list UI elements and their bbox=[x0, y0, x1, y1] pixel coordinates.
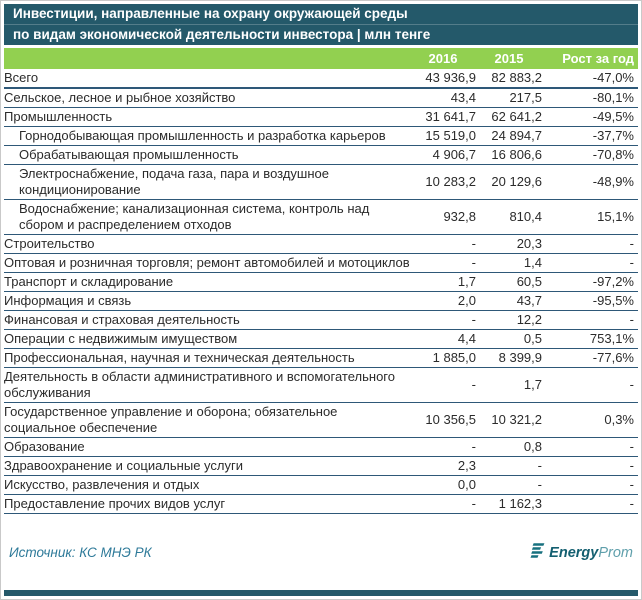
value-2015: 24 894,7 bbox=[491, 128, 542, 143]
value-2016: 1,7 bbox=[457, 274, 476, 289]
page-title-line-2: по видам экономической деятельности инвестора | млн тенге bbox=[4, 24, 638, 45]
value-2016: 31 641,7 bbox=[425, 109, 476, 124]
table-row bbox=[4, 349, 638, 368]
value-2015: 20 129,6 bbox=[491, 174, 542, 189]
table-row bbox=[4, 200, 638, 235]
title-block bbox=[4, 4, 638, 45]
value-growth: -77,6% bbox=[592, 350, 634, 365]
value-2016: 10 283,2 bbox=[425, 174, 476, 189]
value-2015: 217,5 bbox=[509, 90, 542, 105]
energyprom-logo bbox=[529, 542, 633, 564]
value-2016: - bbox=[471, 236, 476, 251]
value-growth: 15,1% bbox=[597, 209, 634, 224]
value-2015: - bbox=[537, 458, 542, 473]
column-header-growth: Рост за год bbox=[562, 51, 634, 66]
value-2015: 16 806,6 bbox=[491, 147, 542, 162]
value-2016: 1 885,0 bbox=[432, 350, 476, 365]
value-2015: 0,8 bbox=[523, 439, 542, 454]
value-growth: -95,5% bbox=[592, 293, 634, 308]
row-label: Деятельность в области административного и вспомогательного обслуживания bbox=[4, 369, 395, 400]
value-2015: 43,7 bbox=[516, 293, 542, 308]
value-growth: 0,3% bbox=[604, 412, 634, 427]
table-row bbox=[4, 273, 638, 292]
value-growth: -97,2% bbox=[592, 274, 634, 289]
value-2015: 10 321,2 bbox=[491, 412, 542, 427]
logo-text-energy: Energy bbox=[549, 544, 599, 561]
value-growth: -70,8% bbox=[592, 147, 634, 162]
logo-text bbox=[549, 545, 633, 561]
row-label: Образование bbox=[4, 439, 85, 454]
bottom-bar bbox=[4, 590, 638, 596]
row-label: Финансовая и страховая деятельность bbox=[4, 312, 240, 327]
table-row bbox=[4, 88, 638, 108]
value-2015: 810,4 bbox=[509, 209, 542, 224]
value-2015: 12,2 bbox=[516, 312, 542, 327]
value-2015: 62 641,2 bbox=[491, 109, 542, 124]
value-2015: 1,4 bbox=[523, 255, 542, 270]
value-2015: 8 399,9 bbox=[498, 350, 542, 365]
row-label: Предоставление прочих видов услуг bbox=[4, 496, 226, 511]
row-label: Горнодобывающая промышленность и разработка карьеров bbox=[19, 128, 386, 143]
row-label: Промышленность bbox=[4, 109, 113, 124]
table-row bbox=[4, 254, 638, 273]
row-label: Государственное управление и оборона; обязательное социальное обеспечение bbox=[4, 404, 338, 435]
value-2016: - bbox=[471, 312, 476, 327]
value-2015: 60,5 bbox=[516, 274, 542, 289]
value-growth: -80,1% bbox=[592, 90, 634, 105]
value-2015: 1 162,3 bbox=[498, 496, 542, 511]
footer-row bbox=[4, 514, 638, 590]
row-label: Операции с недвижимым имуществом bbox=[4, 331, 238, 346]
value-2015: 1,7 bbox=[523, 377, 542, 392]
value-2016: - bbox=[471, 377, 476, 392]
row-label: Оптовая и розничная торговля; ремонт автомобилей и мотоциклов bbox=[4, 255, 410, 270]
value-growth: - bbox=[629, 377, 634, 392]
value-2016: 932,8 bbox=[443, 209, 476, 224]
value-growth: -47,0% bbox=[592, 70, 634, 85]
row-label: Обрабатывающая промышленность bbox=[19, 147, 239, 162]
value-2016: 2,3 bbox=[457, 458, 476, 473]
energyprom-logo-icon bbox=[529, 542, 546, 564]
logo-text-prom: Prom bbox=[598, 544, 633, 561]
table-row bbox=[4, 311, 638, 330]
row-label: Строительство bbox=[4, 236, 95, 251]
row-label: Транспорт и складирование bbox=[4, 274, 174, 289]
value-growth: - bbox=[629, 236, 634, 251]
value-2015: - bbox=[537, 477, 542, 492]
value-growth: - bbox=[629, 458, 634, 473]
value-growth: - bbox=[629, 477, 634, 492]
table-body bbox=[4, 69, 638, 514]
value-2015: 82 883,2 bbox=[491, 70, 542, 85]
column-header-2016: 2016 bbox=[428, 51, 458, 66]
value-2016: 15 519,0 bbox=[425, 128, 476, 143]
value-2016: 4,4 bbox=[457, 331, 476, 346]
value-2016: - bbox=[471, 255, 476, 270]
table-row bbox=[4, 69, 638, 88]
row-label: Информация и связь bbox=[4, 293, 132, 308]
source-note: Источник: КС МНЭ РК bbox=[9, 545, 152, 560]
table-row bbox=[4, 108, 638, 127]
table-row bbox=[4, 235, 638, 254]
table-row bbox=[4, 292, 638, 311]
value-2015: 0,5 bbox=[523, 331, 542, 346]
value-2016: - bbox=[471, 439, 476, 454]
table-row bbox=[4, 403, 638, 438]
table-row bbox=[4, 127, 638, 146]
value-growth: -48,9% bbox=[592, 174, 634, 189]
row-label: Сельское, лесное и рыбное хозяйство bbox=[4, 90, 236, 105]
value-growth: - bbox=[629, 496, 634, 511]
value-2016: 4 906,7 bbox=[432, 147, 476, 162]
value-growth: -49,5% bbox=[592, 109, 634, 124]
value-2015: 20,3 bbox=[516, 236, 542, 251]
value-2016: - bbox=[471, 496, 476, 511]
column-header-band bbox=[4, 48, 638, 69]
page-title-line-1: Инвестиции, направленные на охрану окружающей среды bbox=[13, 6, 408, 21]
table-row bbox=[4, 457, 638, 476]
row-label: Искусство, развлечения и отдых bbox=[4, 477, 200, 492]
table-row bbox=[4, 495, 638, 514]
column-header-2015: 2015 bbox=[494, 51, 524, 66]
value-growth: - bbox=[629, 439, 634, 454]
value-2016: 10 356,5 bbox=[425, 412, 476, 427]
table-row bbox=[4, 438, 638, 457]
row-label: Водоснабжение; канализационная система, контроль над сбором и распределением отходов bbox=[19, 201, 370, 232]
row-label: Всего bbox=[4, 70, 39, 85]
value-growth: -37,7% bbox=[592, 128, 634, 143]
value-2016: 43,4 bbox=[450, 90, 476, 105]
table-row bbox=[4, 165, 638, 200]
investments-table bbox=[4, 69, 638, 514]
row-label: Профессиональная, научная и техническая деятельность bbox=[4, 350, 355, 365]
table-row bbox=[4, 330, 638, 349]
value-growth: 753,1% bbox=[589, 331, 634, 346]
value-2016: 2,0 bbox=[457, 293, 476, 308]
value-2016: 43 936,9 bbox=[425, 70, 476, 85]
table-row bbox=[4, 476, 638, 495]
table-row bbox=[4, 368, 638, 403]
table-row bbox=[4, 146, 638, 165]
value-2016: 0,0 bbox=[457, 477, 476, 492]
row-label: Электроснабжение, подача газа, пара и воздушное кондиционирование bbox=[19, 166, 329, 197]
value-growth: - bbox=[629, 255, 634, 270]
value-growth: - bbox=[629, 312, 634, 327]
row-label: Здравоохранение и социальные услуги bbox=[4, 458, 243, 473]
